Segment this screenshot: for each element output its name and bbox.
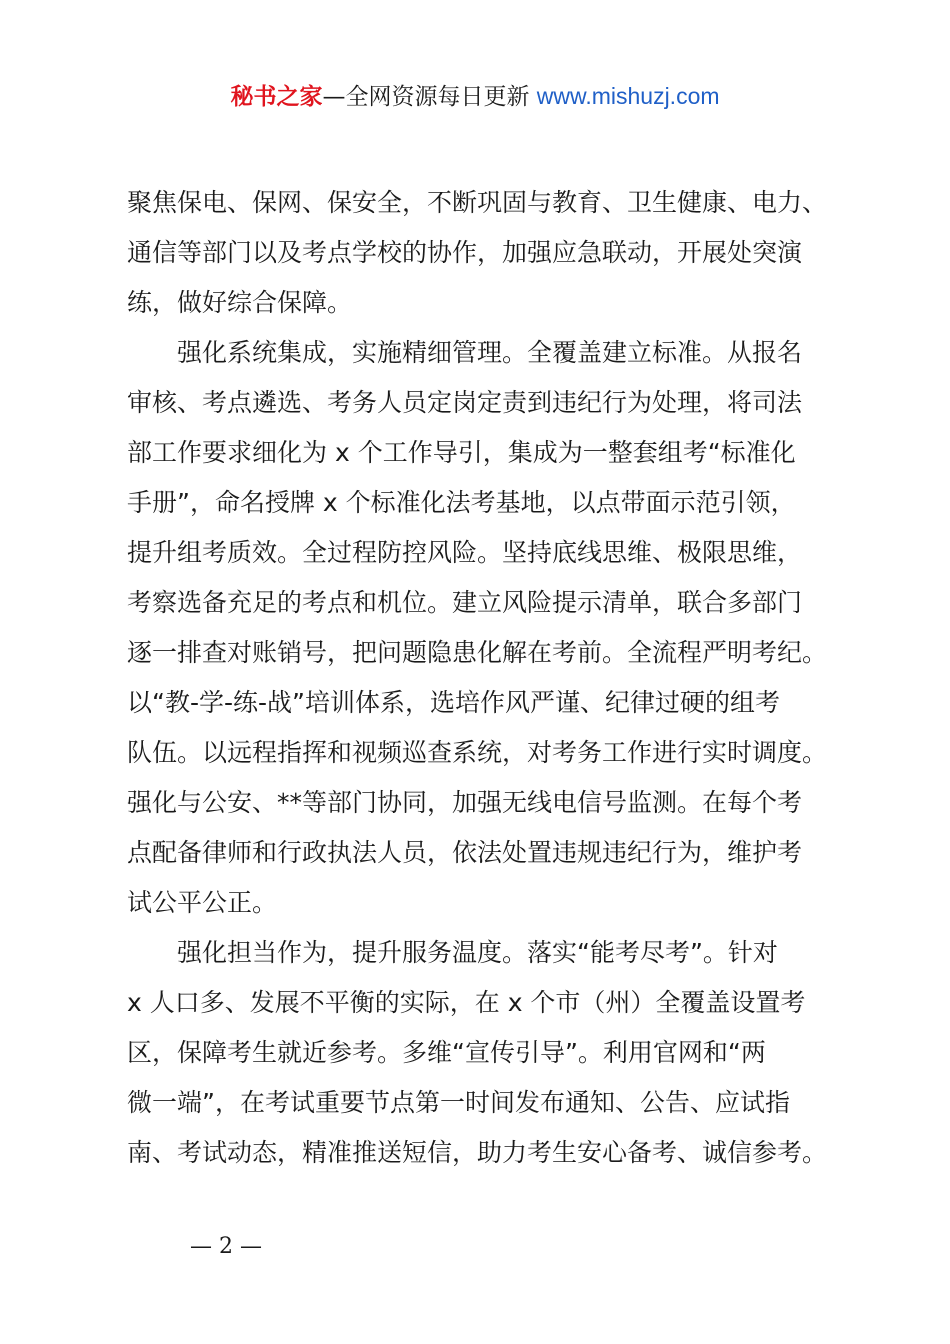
text-line: 强化担当作为，提升服务温度。落实“能考尽考”。针对 <box>127 938 778 967</box>
text-line: 考察选备充足的考点和机位。建立风险提示清单，联合多部门 <box>127 588 803 617</box>
text-line: 手册”，命名授牌 x 个标准化法考基地，以点带面示范引领， <box>127 488 796 517</box>
text-line: 逐一排查对账销号，把问题隐患化解在考前。全流程严明考纪。 <box>127 638 828 667</box>
brand-name: 秘书之家 <box>230 84 323 110</box>
text-line: 通信等部门以及考点学校的协作，加强应急联动，开展处突演 <box>127 238 803 267</box>
text-line: 强化与公安、**等部门协同，加强无线电信号监测。在每个考 <box>127 788 803 817</box>
text-line: 提升组考质效。全过程防控风险。坚持底线思维、极限思维， <box>127 538 803 567</box>
text-line: 试公平公正。 <box>127 888 278 917</box>
text-line: 审核、考点遴选、考务人员定岗定责到违纪行为处理，将司法 <box>127 388 803 417</box>
text-line: 队伍。以远程指挥和视频巡查系统，对考务工作进行实时调度。 <box>127 738 828 767</box>
text-line: 聚焦保电、保网、保安全，不断巩固与教育、卫生健康、电力、 <box>127 188 828 217</box>
text-line: 区，保障考生就近参考。多维“宣传引导”。利用官网和“两 <box>127 1038 766 1067</box>
text-line: 南、考试动态，精准推送短信，助力考生安心备考、诚信参考。 <box>127 1138 828 1167</box>
page-number: — 2 — <box>190 1234 262 1259</box>
text-line: 练，做好综合保障。 <box>127 288 353 317</box>
header-slogan: —全网资源每日更新 <box>322 84 537 110</box>
text-line: 以“教-学-练-战”培训体系，选培作风严谨、纪律过硬的组考 <box>127 688 780 717</box>
document-body <box>127 178 849 1178</box>
text-line: x 人口多、发展不平衡的实际，在 x 个市（州）全覆盖设置考 <box>127 988 806 1017</box>
text-line: 强化系统集成，实施精细管理。全覆盖建立标准。从报名 <box>127 338 803 367</box>
text-line: 部工作要求细化为 x 个工作导引，集成为一整套组考“标准化 <box>127 438 796 467</box>
site-url-link[interactable]: www.mishuzj.com <box>536 83 720 109</box>
text-line: 点配备律师和行政执法人员，依法处置违规违纪行为，维护考 <box>127 838 803 867</box>
site-header <box>0 80 950 113</box>
text-line: 微一端”，在考试重要节点第一时间发布通知、公告、应试指 <box>127 1088 790 1117</box>
